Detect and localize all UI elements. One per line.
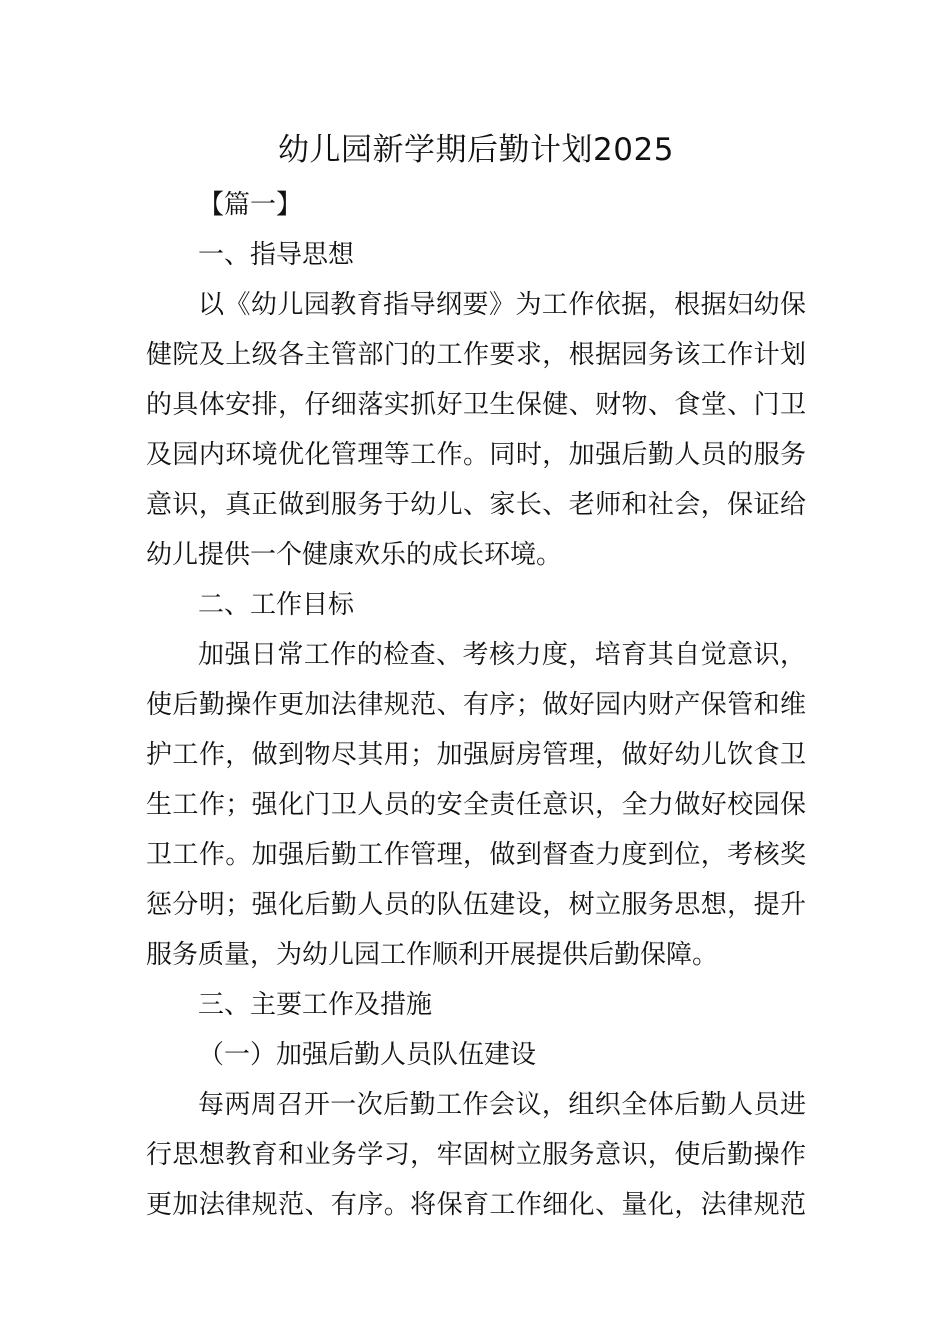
paragraph-line: 健院及上级各主管部门的工作要求，根据园务该工作计划 <box>146 340 806 370</box>
paragraph-line: 每两周召开一次后勤工作会议，组织全体后勤人员进 <box>198 1090 806 1120</box>
section-heading: 三、主要工作及措施 <box>198 990 433 1020</box>
paragraph-line: 意识，真正做到服务于幼儿、家长、老师和社会，保证给 <box>146 490 806 520</box>
paragraph-line: 更加法律规范、有序。将保育工作细化、量化，法律规范 <box>146 1190 806 1220</box>
section-heading: 一、指导思想 <box>198 240 355 270</box>
section-paragraph <box>146 280 806 580</box>
paragraph-line: 及园内环境优化管理等工作。同时，加强后勤人员的服务 <box>146 440 806 470</box>
paragraph-line: 以《幼儿园教育指导纲要》为工作依据，根据妇幼保 <box>198 290 806 320</box>
paragraph-line: 的具体安排，仔细落实抓好卫生保健、财物、食堂、门卫 <box>146 390 806 420</box>
paragraph-line: 使后勤操作更加法律规范、有序；做好园内财产保管和维 <box>146 690 806 720</box>
document-page <box>146 126 806 1230</box>
paragraph-line: 卫工作。加强后勤工作管理，做到督查力度到位，考核奖 <box>146 840 806 870</box>
section-paragraph <box>146 1080 806 1230</box>
paragraph-line: 行思想教育和业务学习，牢固树立服务意识，使后勤操作 <box>146 1140 806 1170</box>
document-title: 幼儿园新学期后勤计划2025 <box>278 132 674 168</box>
paragraph-line: 幼儿提供一个健康欢乐的成长环境。 <box>146 540 563 570</box>
paragraph-line: 护工作，做到物尽其用；加强厨房管理，做好幼儿饮食卫 <box>146 740 806 770</box>
paragraph-line: 加强日常工作的检查、考核力度，培育其自觉意识， <box>198 640 806 670</box>
section-paragraph <box>146 630 806 980</box>
part-label: 【篇一】 <box>198 190 303 220</box>
paragraph-line: 服务质量，为幼儿园工作顺利开展提供后勤保障。 <box>146 940 719 970</box>
paragraph-line: 惩分明；强化后勤人员的队伍建设，树立服务思想，提升 <box>146 890 806 920</box>
section-subheading: （一）加强后勤人员队伍建设 <box>198 1040 537 1070</box>
paragraph-line: 生工作；强化门卫人员的安全责任意识，全力做好校园保 <box>146 790 806 820</box>
section-heading: 二、工作目标 <box>198 590 355 620</box>
